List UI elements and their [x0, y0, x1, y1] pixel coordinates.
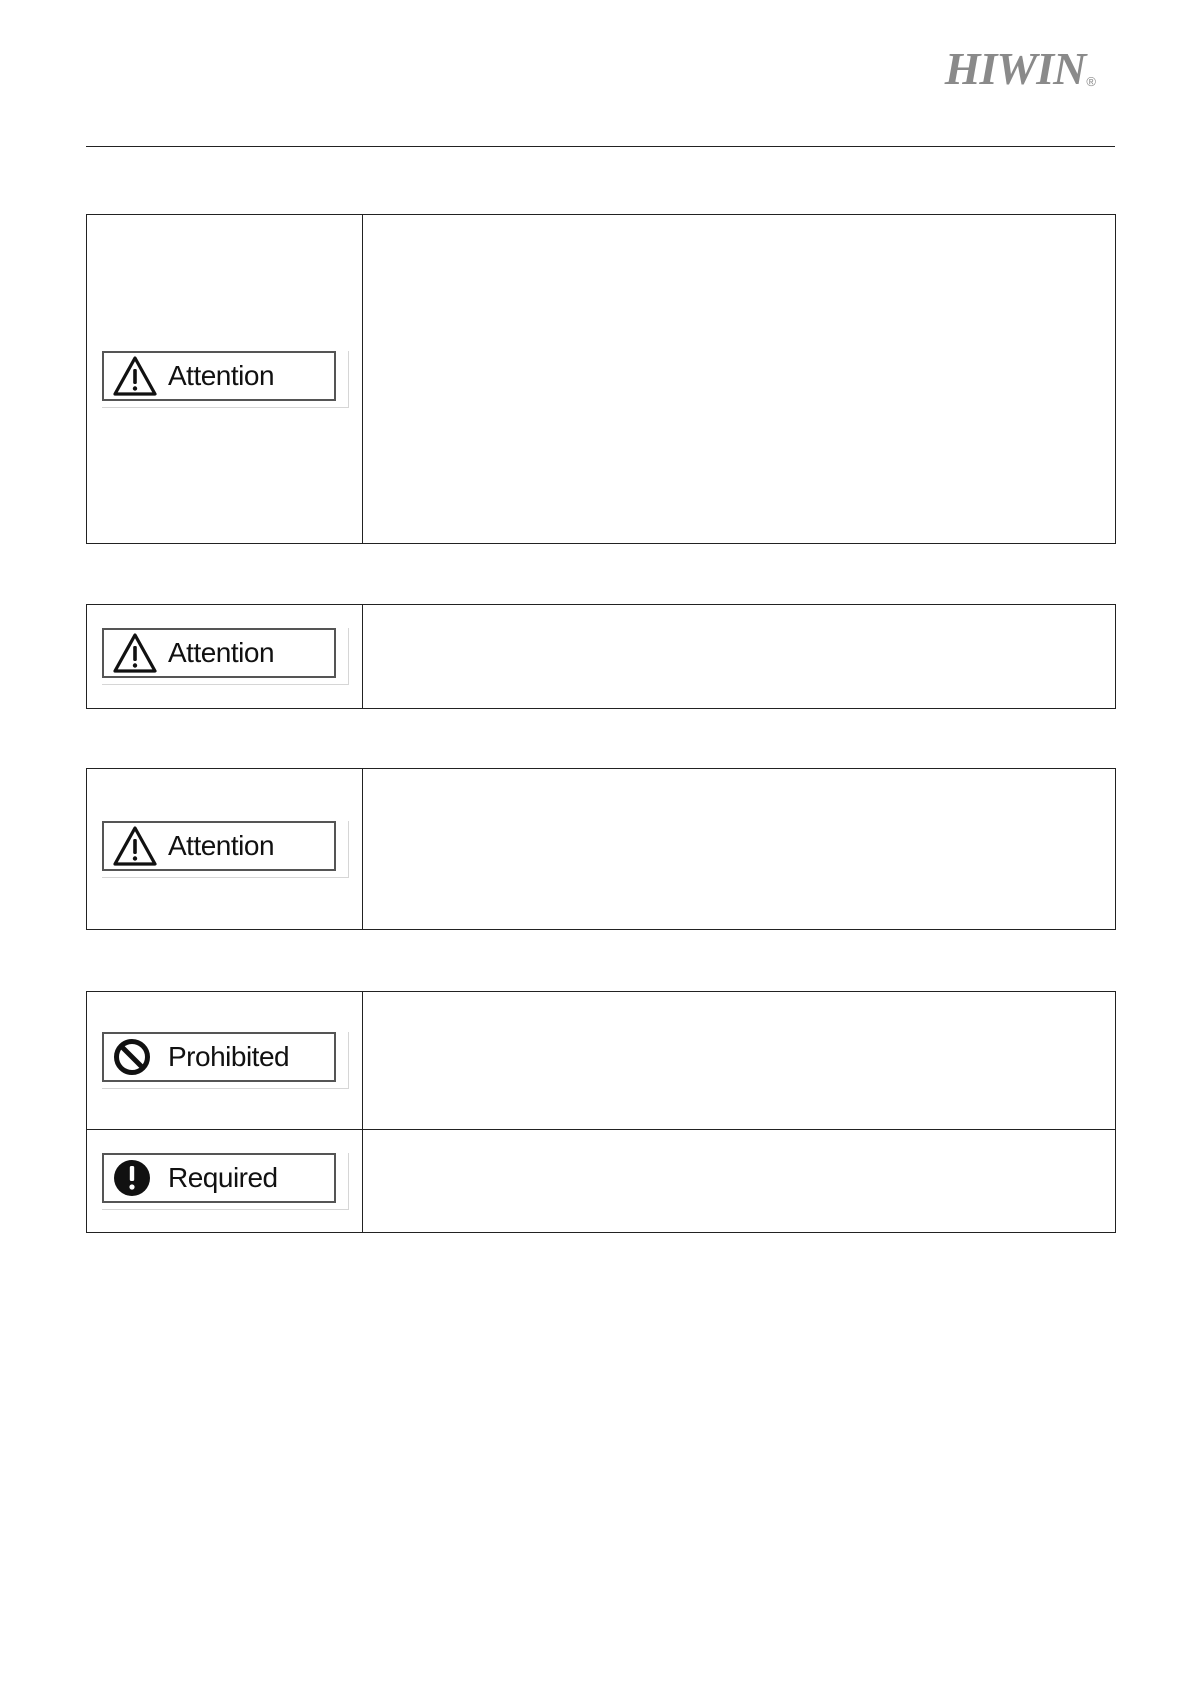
sign-label: Required [168, 1161, 278, 1193]
sign-label: Attention [168, 637, 275, 668]
description-cell [363, 605, 1116, 709]
sign-cell [87, 605, 363, 709]
attention-sign [102, 351, 349, 408]
prohibited-icon [112, 1036, 158, 1078]
notice-table-1 [86, 214, 1116, 544]
description-cell [363, 1130, 1116, 1233]
sign-label: Attention [168, 359, 275, 391]
hiwin-logo [944, 43, 1096, 94]
table-row [87, 769, 1116, 930]
sign-label: Attention [168, 829, 275, 861]
description-cell [363, 215, 1116, 544]
sign-label: Prohibited [168, 1041, 290, 1072]
sign-cell [87, 1130, 363, 1233]
warning-triangle-icon [112, 632, 158, 674]
description-cell [363, 992, 1116, 1130]
table-row [87, 605, 1116, 709]
required-sign [102, 1153, 349, 1210]
sign-cell [87, 769, 363, 930]
header-divider [86, 146, 1115, 147]
required-exclamation-icon [112, 1157, 158, 1199]
notice-table-3 [86, 768, 1116, 930]
table-row [87, 1130, 1116, 1233]
description-cell [363, 769, 1116, 930]
table-row [87, 215, 1116, 544]
registered-mark: ® [1086, 74, 1096, 89]
prohibited-sign [102, 1032, 349, 1089]
sign-cell [87, 992, 363, 1130]
logo-text: HIWIN [944, 43, 1086, 94]
sign-cell [87, 215, 363, 544]
warning-triangle-icon [112, 355, 158, 397]
attention-sign [102, 821, 349, 878]
table-row [87, 992, 1116, 1130]
notice-table-2 [86, 604, 1116, 709]
attention-sign [102, 628, 349, 685]
notice-table-4 [86, 991, 1116, 1233]
warning-triangle-icon [112, 825, 158, 867]
